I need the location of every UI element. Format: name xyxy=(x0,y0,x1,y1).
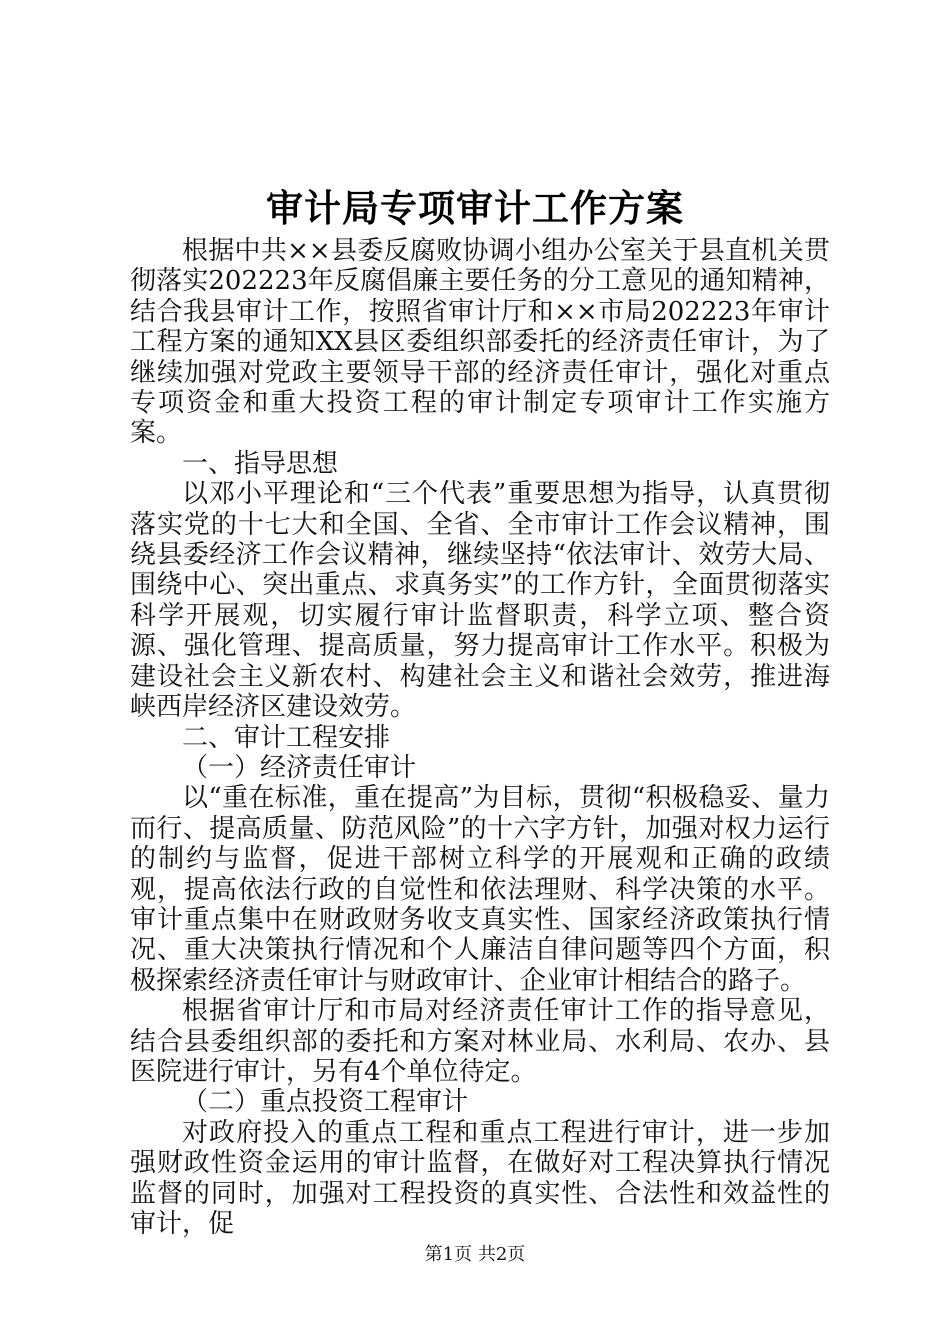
paragraph-guiding-thought: 以邓小平理论和“三个代表”重要思想为指导，认真贯彻落实党的十七大和全国、全省、全市审计工作会议精神，围绕县委经济工作会议精神，继续坚持“依法审计、效劳大局、围绕中心、突出重点、求真务实”的工作方针，全面贯彻落实科学开展观，切实履行审计监督职责，科学立项、整合资源、强化管理、提高质量，努力提高审计工作水平。积极为建设社会主义新农村、构建社会主义和谐社会效劳，推进海峡西岸经济区建设效劳。 xyxy=(130,479,830,723)
subsection-heading-key-investment: （二）重点投资工程审计 xyxy=(182,1087,469,1118)
section-heading-audit-arrangement: 二、审计工程安排 xyxy=(182,722,391,753)
paragraph-key-investment: 对政府投入的重点工程和重点工程进行审计，进一步加强财政性资金运用的审计监督，在做好对工程决算执行情况监督的同时，加强对工程投资的真实性、合法性和效益性的审计，促 xyxy=(130,1117,830,1239)
paragraph-intro: 根据中共××县委反腐败协调小组办公室关于县直机关贯彻落实202223年反腐倡廉主要任务的分工意见的通知精神，结合我县审计工作，按照省审计厅和××市局202223年审计工程方案的通知XX县区委组织部委托的经济责任审计，为了继续加强对党政主要领导干部的经济责任审计，强化对重点专项资金和重大投资工程的审计制定专项审计工作实施方案。 xyxy=(130,236,830,449)
document-title: 审计局专项审计工作方案 xyxy=(266,186,684,230)
paragraph-audit-units: 根据省审计厅和市局对经济责任审计工作的指导意见，结合县委组织部的委托和方案对林业局、水利局、农办、县医院进行审计，另有4个单位待定。 xyxy=(130,996,830,1087)
document-body xyxy=(130,236,830,1239)
paragraph-economic-responsibility: 以“重在标准，重在提高”为目标，贯彻“积极稳妥、量力而行、提高质量、防范风险”的十六字方针，加强对权力运行的制约与监督，促进干部树立科学的开展观和正确的政绩观，提高依法行政的自觉性和依法理财、科学决策的水平。审计重点集中在财政财务收支真实性、国家经济政策执行情况、重大决策执行情况和个人廉洁自律问题等四个方面，积极探索经济责任审计与财政审计、企业审计相结合的路子。 xyxy=(130,783,830,996)
page-footer: 第1页 共2页 xyxy=(424,1244,526,1265)
section-heading-guiding-thought: 一、指导思想 xyxy=(182,448,339,479)
subsection-heading-economic-responsibility: （一）经济责任审计 xyxy=(182,752,417,783)
